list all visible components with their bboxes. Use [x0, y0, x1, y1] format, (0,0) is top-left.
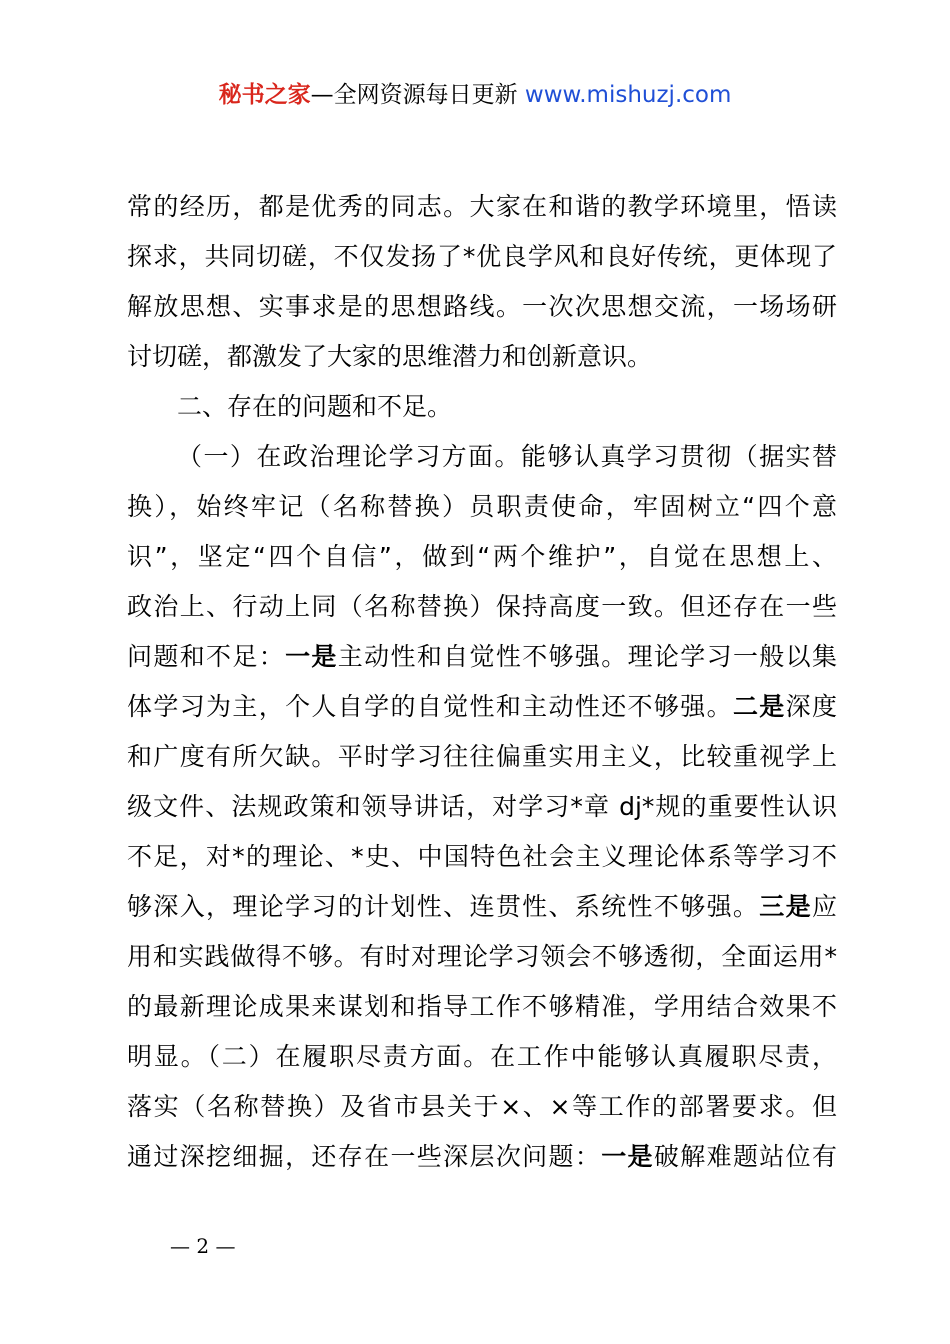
text-line: 明显。（二）在履职尽责方面。在工作中能够认真履职尽责，: [127, 1042, 837, 1071]
text-line: 换），始终牢记（名称替换）员职责使命，牢固树立“四个意: [127, 492, 837, 521]
site-url[interactable]: www.mishuzj.com: [524, 82, 732, 108]
text-line: 解放思想、实事求是的思想路线。一次次思想交流，一场场研: [127, 292, 837, 321]
page-number: — 2 —: [170, 1234, 236, 1258]
text-line: 常的经历，都是优秀的同志。大家在和谐的教学环境里，悟读: [127, 192, 837, 221]
emphasis-label: 二是: [732, 692, 786, 721]
text-segment: 通过深挖细掘，还存在一些深层次问题：: [127, 1142, 602, 1171]
text-line: （一）在政治理论学习方面。能够认真学习贯彻（据实替: [177, 442, 837, 471]
site-header: [0, 78, 950, 112]
header-tagline: —全网资源每日更新: [310, 82, 525, 108]
text-line: 识”，坚定“四个自信”，做到“两个维护”，自觉在思想上、: [127, 542, 837, 571]
text-segment: 主动性和自觉性不够强。理论学习一般以集: [337, 642, 837, 671]
text-segment: 深度: [785, 692, 837, 721]
text-line: [127, 882, 837, 932]
text-segment: 体学习为主，个人自学的自觉性和主动性还不够强。: [127, 692, 733, 721]
text-line: 不足，对*的理论、*史、中国特色社会主义理论体系等学习不: [127, 842, 837, 871]
emphasis-label: 一是: [601, 1142, 654, 1171]
text-line: [127, 682, 837, 732]
text-line: 落实（名称替换）及省市县关于×、×等工作的部署要求。但: [127, 1092, 837, 1121]
section-heading: 二、存在的问题和不足。: [177, 392, 453, 421]
text-line: [127, 1132, 837, 1182]
document-body: [127, 182, 837, 1182]
text-line: 级文件、法规政策和领导讲话，对学习*章 dj*规的重要性认识: [127, 792, 837, 821]
text-segment: 破解难题站位有: [653, 1142, 837, 1171]
text-line: 用和实践做得不够。有时对理论学习领会不够透彻，全面运用*: [127, 942, 837, 971]
text-segment: 问题和不足：: [127, 642, 286, 671]
emphasis-label: 三是: [759, 892, 812, 921]
text-line: [127, 632, 837, 682]
text-line: 和广度有所欠缺。平时学习往往偏重实用主义，比较重视学上: [127, 742, 837, 771]
emphasis-label: 一是: [285, 642, 338, 671]
text-segment: 够深入，理论学习的计划性、连贯性、系统性不够强。: [127, 892, 760, 921]
text-line: 探求，共同切磋，不仅发扬了*优良学风和良好传统，更体现了: [127, 242, 837, 271]
text-line: 的最新理论成果来谋划和指导工作不够精准，学用结合效果不: [127, 992, 837, 1021]
text-line: 讨切磋，都激发了大家的思维潜力和创新意识。: [127, 342, 653, 371]
text-line: 政治上、行动上同（名称替换）保持高度一致。但还存在一些: [127, 592, 837, 621]
brand-name: 秘书之家: [218, 82, 311, 108]
text-segment: 应: [811, 892, 837, 921]
